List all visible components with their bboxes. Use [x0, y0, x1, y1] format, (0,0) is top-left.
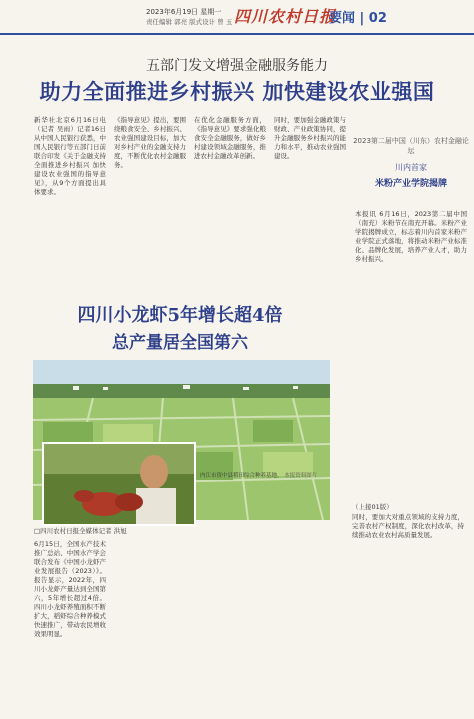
article1-column-4: 同时，要加强金融政策与财政、产业政策协同，提升金融服务乡村振兴的能力和水平，推动农业强国建设。	[274, 116, 346, 160]
page-header	[0, 0, 474, 34]
sidebar-title-2: 米粉产业学院揭牌	[374, 179, 447, 189]
article2-column-3	[194, 527, 266, 716]
continued-article	[352, 503, 470, 713]
editor-credits: 责任编辑 郭亮 版式设计 曾 玉	[146, 18, 233, 26]
section-label: 要闻 | 02	[329, 11, 387, 26]
sidebar-title-1: 川内首家	[395, 163, 427, 172]
continued-text: 同时，要加大对重点领域的支持力度，完善农村产权制度，深化农村改革，持续推动农业农村高质量发展。	[352, 513, 464, 539]
article1-column-1: 新华社北京6月16日电（记者 吴雨）记者16日从中国人民银行获悉，中国人民银行等五部门日前联合印发《关于金融支持全面推进乡村振兴 加快建设农业强国的指导意见》，从9个方面提出具体要求。	[34, 116, 106, 196]
article1-kicker: 五部门发文增强金融服务能力	[146, 58, 328, 74]
article1-headline: 助力全面推进乡村振兴 加快建设农业强国	[39, 79, 435, 104]
article2-headline-2: 总产量居全国第六	[112, 333, 248, 353]
article1-column-3: 在优化金融服务方面，《指导意见》要求强化粮食安全金融服务，做好乡村建设领域金融服务，推进农村金融改革创新。	[194, 116, 266, 160]
article1-column-2: 《指导意见》提出，要围绕粮食安全、乡村振兴、农业强国建设目标，加大对乡村产业的金融支持力度，不断优化农村金融服务。	[114, 116, 186, 169]
continued-label: （上接01版）	[352, 503, 393, 511]
header-divider	[0, 33, 474, 35]
article2-column-4	[274, 527, 346, 716]
sidebar-kicker: 2023第二届中国（川东）农村金融论坛	[353, 137, 469, 155]
article2-headline-1: 四川小龙虾5年增长超4倍	[77, 305, 283, 326]
crayfish-farmer-photo	[42, 442, 196, 526]
article2-column-1: 6月15日，全国水产技术推广总站、中国水产学会联合发布《中国小龙虾产业发展报告（2023）》。报告显示，2022年，四川小龙虾产量达到全国第六，5年增长超过4倍。四川小龙虾养殖面积不断扩大，稻虾综合种养模式快速推广，带动农民增收效果明显。	[34, 540, 106, 638]
caption-credit: 本报资料图片	[284, 473, 318, 479]
issue-date: 2023年6月19日 星期一	[146, 8, 222, 16]
sidebar-headline-box	[352, 126, 470, 206]
article2-byline: □四川农村日报全媒体记者 洪旭	[34, 527, 127, 535]
photo-caption	[200, 472, 330, 480]
masthead-logo: 四川农村日报	[234, 7, 337, 26]
caption-text: 内江市资中县稻田综合种养基地。	[200, 473, 283, 479]
sidebar-article-text: 本报讯 6月16日，2023第二届中国（南充）米粉节在南充开幕。米粉产业学院揭牌成立，标志着川内首家米粉产业学院正式落地，将推动米粉产业标准化、品牌化发展，培养产业人才，助力乡村振兴。	[355, 210, 467, 263]
article2-column-2	[114, 527, 186, 716]
